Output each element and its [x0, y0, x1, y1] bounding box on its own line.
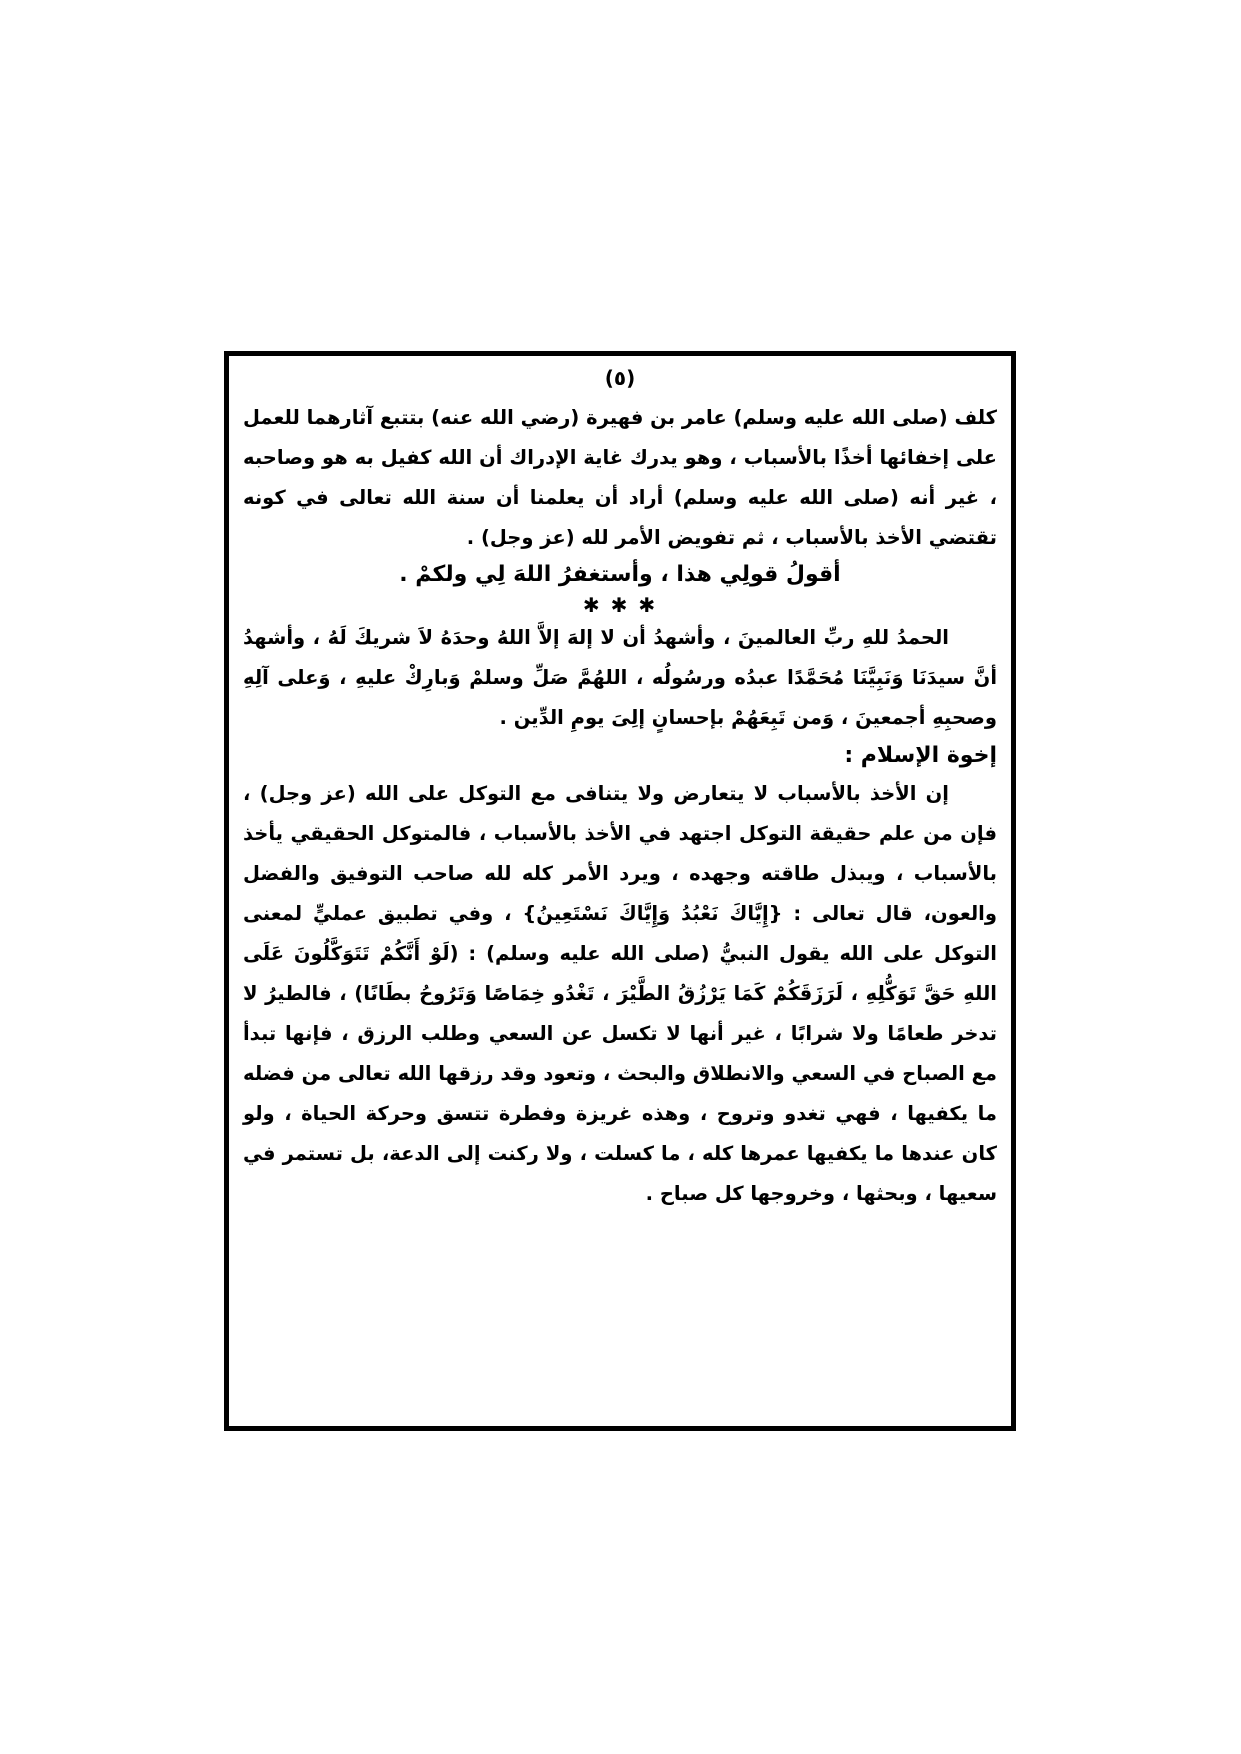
paragraph-3: إن الأخذ بالأسباب لا يتعارض ولا يتنافى مع التوكل على الله (عز وجل) ، فإن من علم حقيقة التوكل اجتهد في الأخذ بالأسباب ، فالمتوكل الحقيقي يأخذ بالأسباب ، ويبذل طاقته وجهده ، ويرد الأمر كله لله صاحب التوفيق والفضل والعون، قال تعالى : {إِيَّاكَ نَعْبُدُ وَإِيَّاكَ نَسْتَعِينُ} ، وفي تطبيق عمليٍّ لمعنى التوكل على الله يقول النبيُّ (صلى الله عليه وسلم) : (لَوْ أَنَّكُمْ تَتَوَكَّلُونَ عَلَى اللهِ حَقَّ تَوَكُّلِهِ ، لَرَزَقَكُمْ كَمَا يَرْزُقُ الطَّيْرَ ، تَغْدُو خِمَاصًا وَتَرُوحُ بطَانًا) ، فالطيرُ لا تدخر طعامًا ولا شرابًا ، غير أنها لا تكسل عن السعي وطلب الرزق ، فإنها تبدأ مع الصباح في السعي والانطلاق والبحث ، وتعود وقد رزقها الله تعالى من فضله ما يكفيها ، فهي تغدو وتروح ، وهذه غريزة وفطرة تتسق وحركة الحياة ، ولو كان عندها ما يكفيها عمرها كله ، ما كسلت ، ولا ركنت إلى الدعة، بل تستمر في سعيها ، وبحثها ، وخروجها كل صباح .: [243, 782, 997, 1205]
paragraph-1: كلف (صلى الله عليه وسلم) عامر بن فهيرة (رضي الله عنه) بتتبع آثارهما للعمل على إخفائها أخذًا بالأسباب ، وهو يدرك غاية الإدراك أن الله كفيل به هو وصاحبه ، غير أنه (صلى الله عليه وسلم) أراد أن يعلمنا أن سنة الله تعالى في كونه تقتضي الأخذ بالأسباب ، ثم تفويض الأمر لله (عز وجل) .: [243, 406, 997, 549]
stars-divider: ✱ ✱ ✱: [582, 593, 658, 617]
closing-heading: أقولُ قولِي هذا ، وأستغفرُ اللهَ لِي ولكمْ .: [399, 562, 841, 587]
section-heading: إخوة الإسلام :: [844, 743, 997, 768]
page-content: [243, 358, 997, 1214]
paragraph-2: الحمدُ للهِ ربِّ العالمينَ ، وأشهدُ أن لا إلهَ إلاَّ اللهُ وحدَهُ لاَ شريكَ لَهُ ، وأشهدُ أنَّ سيدَنَا وَنَبِيَّنَا مُحَمَّدًا عبدُه ورسُولُه ، اللهُمَّ صَلِّ وسلمْ وَبارِكْ عليهِ ، وَعلى آلِهِ وصحبِهِ أجمعينَ ، وَمن تَبِعَهُمْ بإحسانٍ إلِىَ يومِ الدِّين .: [243, 626, 997, 729]
page-number: (٥): [604, 366, 636, 390]
